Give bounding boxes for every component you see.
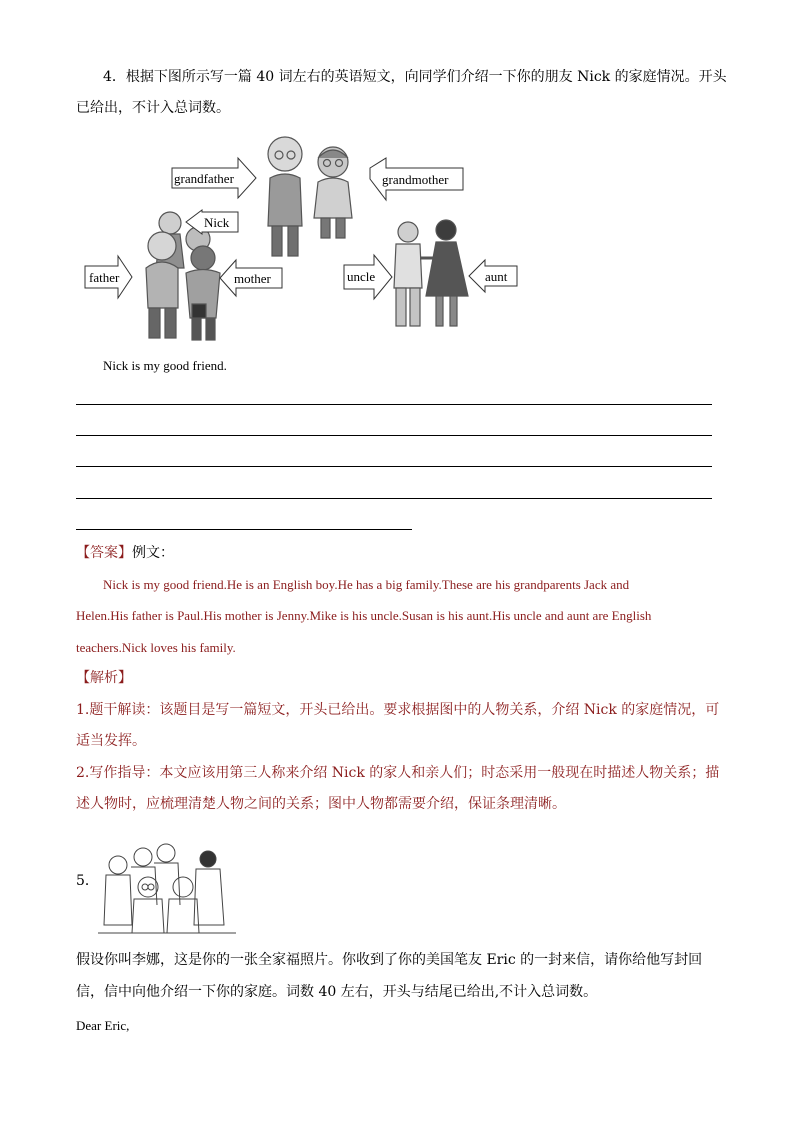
nick-label: Nick (204, 215, 230, 230)
aunt-label: aunt (485, 269, 508, 284)
grandfather-arrow (172, 158, 256, 198)
uncle-arrow (344, 255, 392, 299)
grandmother-arrow (370, 158, 463, 200)
aunt-arrow (469, 260, 517, 292)
writing-line (76, 435, 712, 436)
father-label: father (89, 270, 120, 285)
q4-prompt-line2: 已给出，不计入总词数。 (76, 100, 230, 116)
q5-prompt-line1: 假设你叫李娜，这是你的一张全家福照片。你收到了你的美国笔友 Eric 的一封来信，请你给他写封回 (76, 952, 703, 968)
analysis2-line2: 述人物时，应梳理清楚人物之间的关系；图中人物都需要介绍，保证条理清晰。 (76, 796, 566, 812)
uncle-label: uncle (347, 269, 376, 284)
q4-number: 4． (103, 69, 126, 85)
writing-line (76, 498, 712, 499)
mother-arrow (220, 260, 282, 296)
grandmother-label: grandmother (382, 172, 449, 187)
grandparents-illustration (268, 137, 352, 256)
writing-line-short (76, 529, 412, 530)
analysis-tag: 【解析】 (76, 670, 132, 686)
analysis2-line1: 2.写作指导：本文应该用第三人称来介绍 Nick 的家人和亲人们；时态采用一般现在时描述人物关系；描 (76, 765, 720, 781)
writing-line (76, 466, 712, 467)
writing-line (76, 404, 712, 405)
q5-prompt-line2: 信，信中向他介绍一下你的家庭。词数 40 左右，开头与结尾已给出,不计入总词数。 (76, 984, 598, 1000)
q5-number: 5． (76, 873, 99, 889)
mother-label: mother (234, 271, 271, 286)
letter-greeting: Dear Eric, (76, 1018, 130, 1033)
analysis1-line2: 适当发挥。 (76, 733, 146, 749)
answer-line1: Nick is my good friend.He is an English boy.He has a big family.These are his grandparents Jack and (103, 577, 630, 592)
answer-heading: 【答案】例文： (76, 545, 174, 561)
family-figure (80, 128, 520, 343)
grandfather-label: grandfather (174, 171, 234, 186)
start-sentence: Nick is my good friend. (103, 358, 227, 373)
answer-tag: 【答案】 (76, 545, 132, 561)
family-photo-illustration (98, 835, 236, 935)
uncle-and-aunt-illustration (394, 220, 468, 326)
answer-line3: teachers.Nick loves his family. (76, 640, 236, 655)
q4-prompt-line1: 4．根据下图所示写一篇 40 词左右的英语短文，向同学们介绍一下你的朋友 Nick 的家庭情况。开头 (103, 69, 727, 85)
analysis1-line1: 1.题干解读：该题目是写一篇短文，开头已给出。要求根据图中的人物关系，介绍 Nick 的家庭情况，可 (76, 702, 720, 718)
answer-line2: Helen.His father is Paul.His mother is Jenny.Mike is his uncle.Susan is his aunt.His uncle and aunt are English (76, 608, 652, 623)
father-arrow (85, 256, 132, 298)
